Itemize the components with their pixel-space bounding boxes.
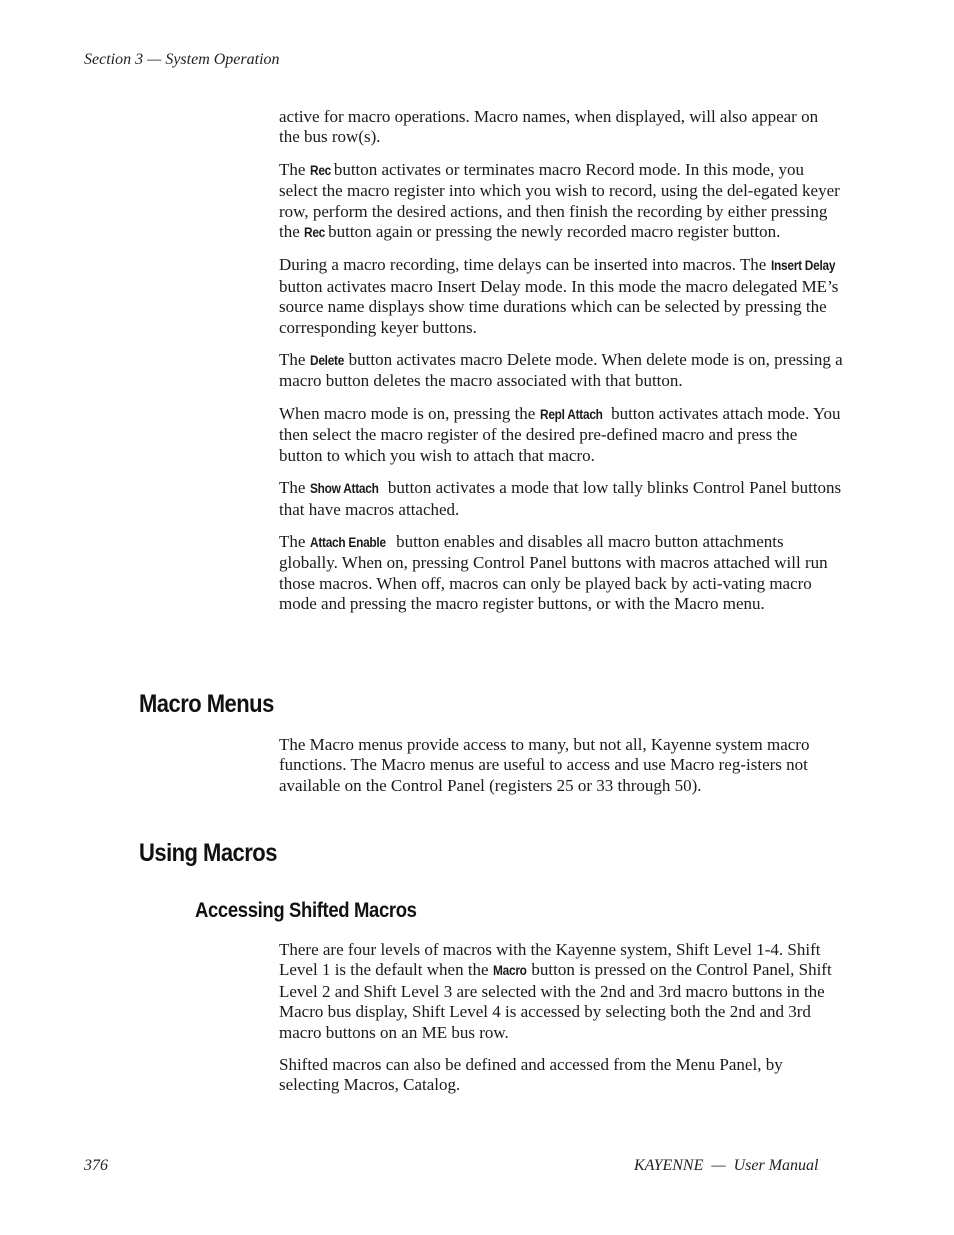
shifted-macros-text (279, 940, 843, 1108)
paragraph-rec: The Rec button activates or terminates macro Record mode. In this mode, you select the macro register into which you wish to record, using the del-egated keyer row, perform the desired actions, and then finish the recording by either pressing the Rec button again or pressing the newly recorded macro register button. (279, 160, 843, 244)
macro-buttons-text (279, 107, 843, 627)
button-name-insert-delay: Insert Delay (770, 258, 835, 274)
button-name-macro: Macro (492, 963, 527, 979)
macro-menus-text (279, 735, 843, 808)
heading-accessing-shifted-macros: Accessing Shifted Macros (195, 899, 417, 922)
paragraph: active for macro operations. Macro names, when displayed, will also appear on the bus row(s). (279, 107, 819, 147)
running-footer: KAYENNE — User Manual (634, 1157, 819, 1174)
button-name-repl-attach: Repl Attach (539, 406, 603, 422)
running-header: Section 3 — System Operation (84, 51, 280, 68)
button-name-attach-enable: Attach Enable (309, 534, 386, 550)
page-number: 376 (84, 1157, 108, 1174)
paragraph: The Macro menus provide access to many, but not all, Kayenne system macro functions. The Macro menus are useful to access and use Macro reg-isters not available on the Control Panel (registers 25 or 33 through 50). (279, 735, 810, 795)
paragraph-shift-levels: There are four levels of macros with the Kayenne system, Shift Level 1-4. Shift Level 1 is the default when the Macro button is pressed on the Control Panel, Shift Level 2 and Shift Level 3 are selected with the 2nd and 3rd macro buttons in the Macro bus display, Shift Level 4 is accessed by selecting both the 2nd and 3rd macro buttons on an ME bus row. (279, 940, 832, 1042)
heading-using-macros: Using Macros (139, 839, 277, 867)
button-name-rec: Rec (309, 162, 331, 178)
paragraph: Shifted macros can also be defined and accessed from the Menu Panel, by selecting Macros, Catalog. (279, 1055, 783, 1095)
paragraph-repl-attach: When macro mode is on, pressing the Repl Attach button activates attach mode. You then select the macro register of the desired pre-defined macro and press the button to which you wish to attach that macro. (279, 403, 841, 465)
heading-macro-menus: Macro Menus (139, 690, 274, 718)
paragraph-insert-delay: During a macro recording, time delays can be inserted into macros. The Insert Delay button activates macro Insert Delay mode. In this mode the macro delegated ME’s source name displays show time durations which can be selected by pressing the corresponding keyer buttons. (279, 255, 839, 337)
button-name-delete: Delete (309, 353, 344, 369)
paragraph-show-attach: The Show Attach button activates a mode that low tally blinks Control Panel buttons that have macros attached. (279, 478, 842, 519)
button-name-show-attach: Show Attach (309, 481, 379, 497)
paragraph-delete: The Delete button activates macro Delete mode. When delete mode is on, pressing a macro button deletes the macro associated with that button. (279, 350, 843, 391)
paragraph-attach-enable: The Attach Enable button enables and disables all macro button attachments globally. When on, pressing Control Panel buttons with macros attached will run those macros. When off, macros can only be played back by acti-vating macro mode and pressing the macro register buttons, or with the Macro menu. (279, 531, 828, 614)
button-name-rec: Rec (304, 225, 326, 241)
